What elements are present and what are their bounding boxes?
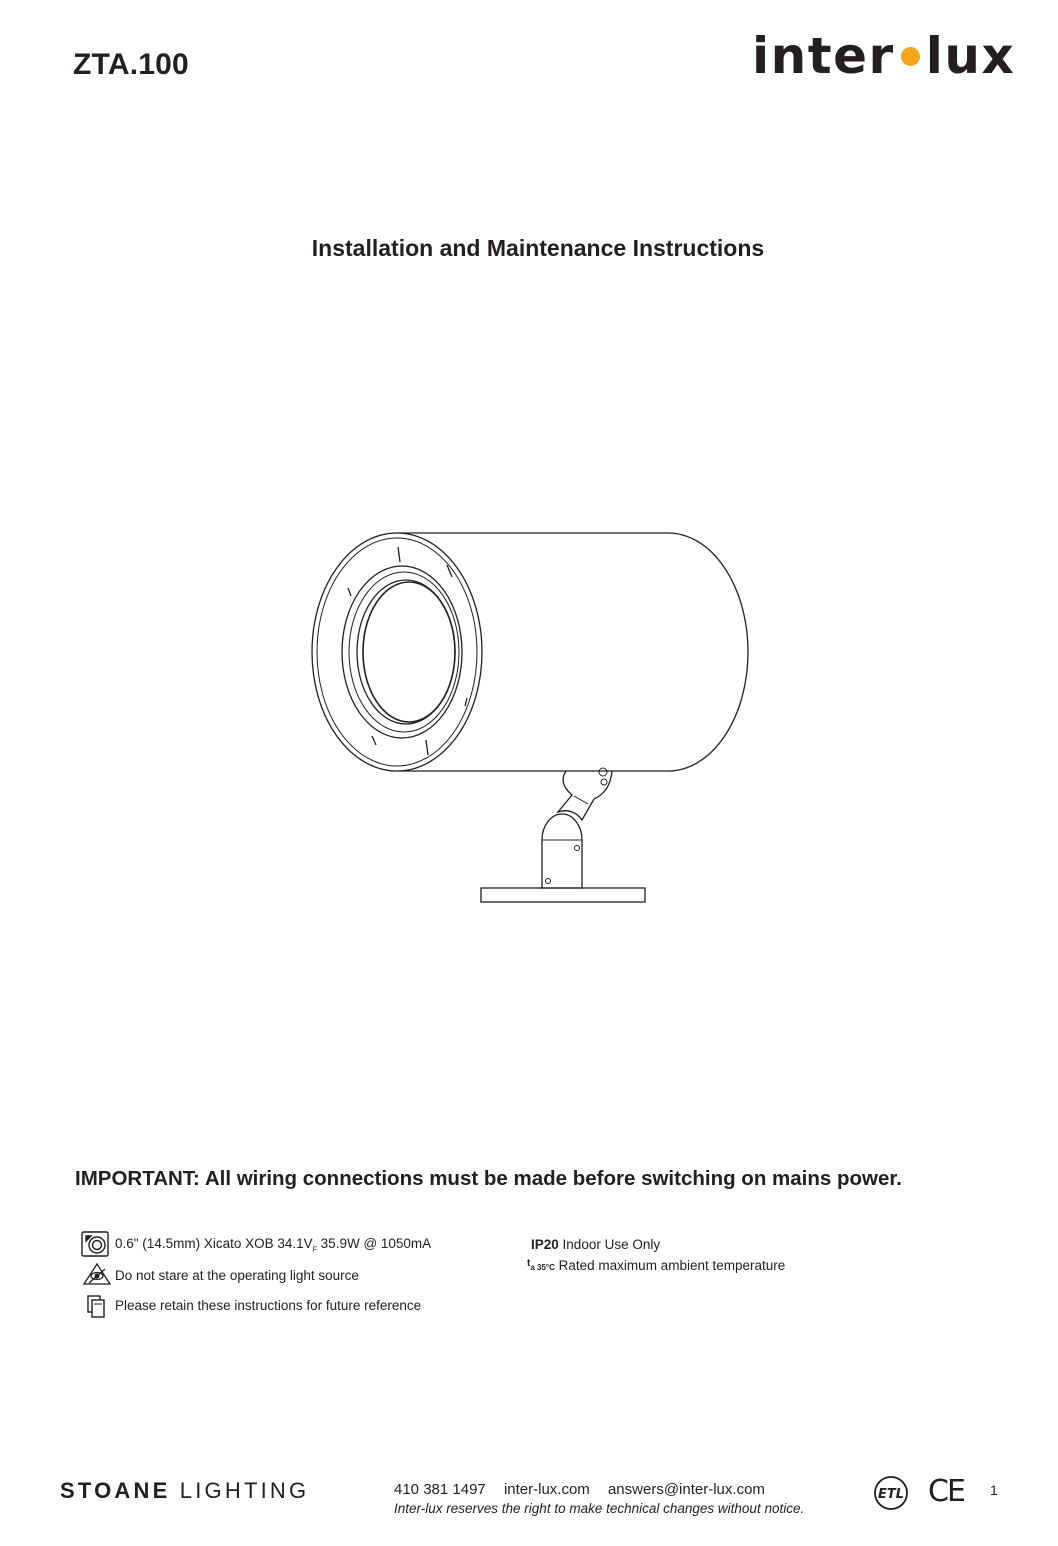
logo-text-right: lux bbox=[925, 27, 1016, 85]
email-link[interactable]: answers@inter-lux.com bbox=[607, 1481, 765, 1498]
logo-text-left: inter bbox=[752, 27, 895, 85]
do-not-stare-icon bbox=[82, 1262, 112, 1286]
website-link[interactable]: inter-lux.com bbox=[503, 1481, 590, 1498]
product-illustration bbox=[300, 520, 760, 910]
page-number: 1 bbox=[990, 1482, 998, 1498]
ambient-temp-badge: $^t$a 35°C bbox=[527, 1258, 555, 1272]
etl-listed-icon bbox=[872, 1475, 910, 1511]
do-not-stare-text: Do not stare at the operating light source bbox=[115, 1268, 359, 1283]
stem bbox=[542, 814, 582, 888]
lens bbox=[363, 582, 455, 722]
led-module-icon bbox=[80, 1230, 110, 1258]
stoane-lighting-logo: STOANE LIGHTING bbox=[60, 1478, 310, 1503]
interlux-logo bbox=[752, 26, 1015, 86]
base-plate bbox=[481, 888, 645, 902]
disclaimer: Inter-lux reserves the right to make technical changes without notice. bbox=[394, 1501, 805, 1516]
etl-mark-text: ETL bbox=[877, 1487, 905, 1502]
ip-rating-text: Indoor Use Only bbox=[562, 1237, 661, 1252]
logo-dot bbox=[901, 47, 920, 66]
retain-instructions-text: Please retain these instructions for future reference bbox=[115, 1298, 422, 1313]
led-spec-subscript: F bbox=[312, 1246, 317, 1254]
knuckle bbox=[558, 771, 612, 820]
spec-ip-rating bbox=[531, 1237, 660, 1252]
front-bezel-outer bbox=[312, 533, 482, 771]
contact-line bbox=[394, 1481, 779, 1498]
page-title: Installation and Maintenance Instructions bbox=[311, 235, 765, 261]
ip-rating-badge: IP20 bbox=[531, 1237, 559, 1252]
spec-ambient-temp bbox=[527, 1258, 785, 1273]
cylinder-body bbox=[398, 533, 748, 771]
retain-instructions-icon bbox=[86, 1294, 108, 1320]
important-notice: IMPORTANT: All wiring connections must be made before switching on mains power. bbox=[75, 1167, 902, 1190]
model-number: ZTA.100 bbox=[73, 48, 189, 81]
ce-mark-icon: CE bbox=[928, 1474, 964, 1509]
led-spec-text-b: 35.9W @ 1050mA bbox=[316, 1236, 432, 1251]
ambient-temp-text: Rated maximum ambient temperature bbox=[558, 1258, 786, 1273]
led-spec-text-a: 0.6" (14.5mm) Xicato XOB 34.1V bbox=[115, 1236, 313, 1251]
phone-number: 410 381 1497 bbox=[394, 1481, 486, 1498]
